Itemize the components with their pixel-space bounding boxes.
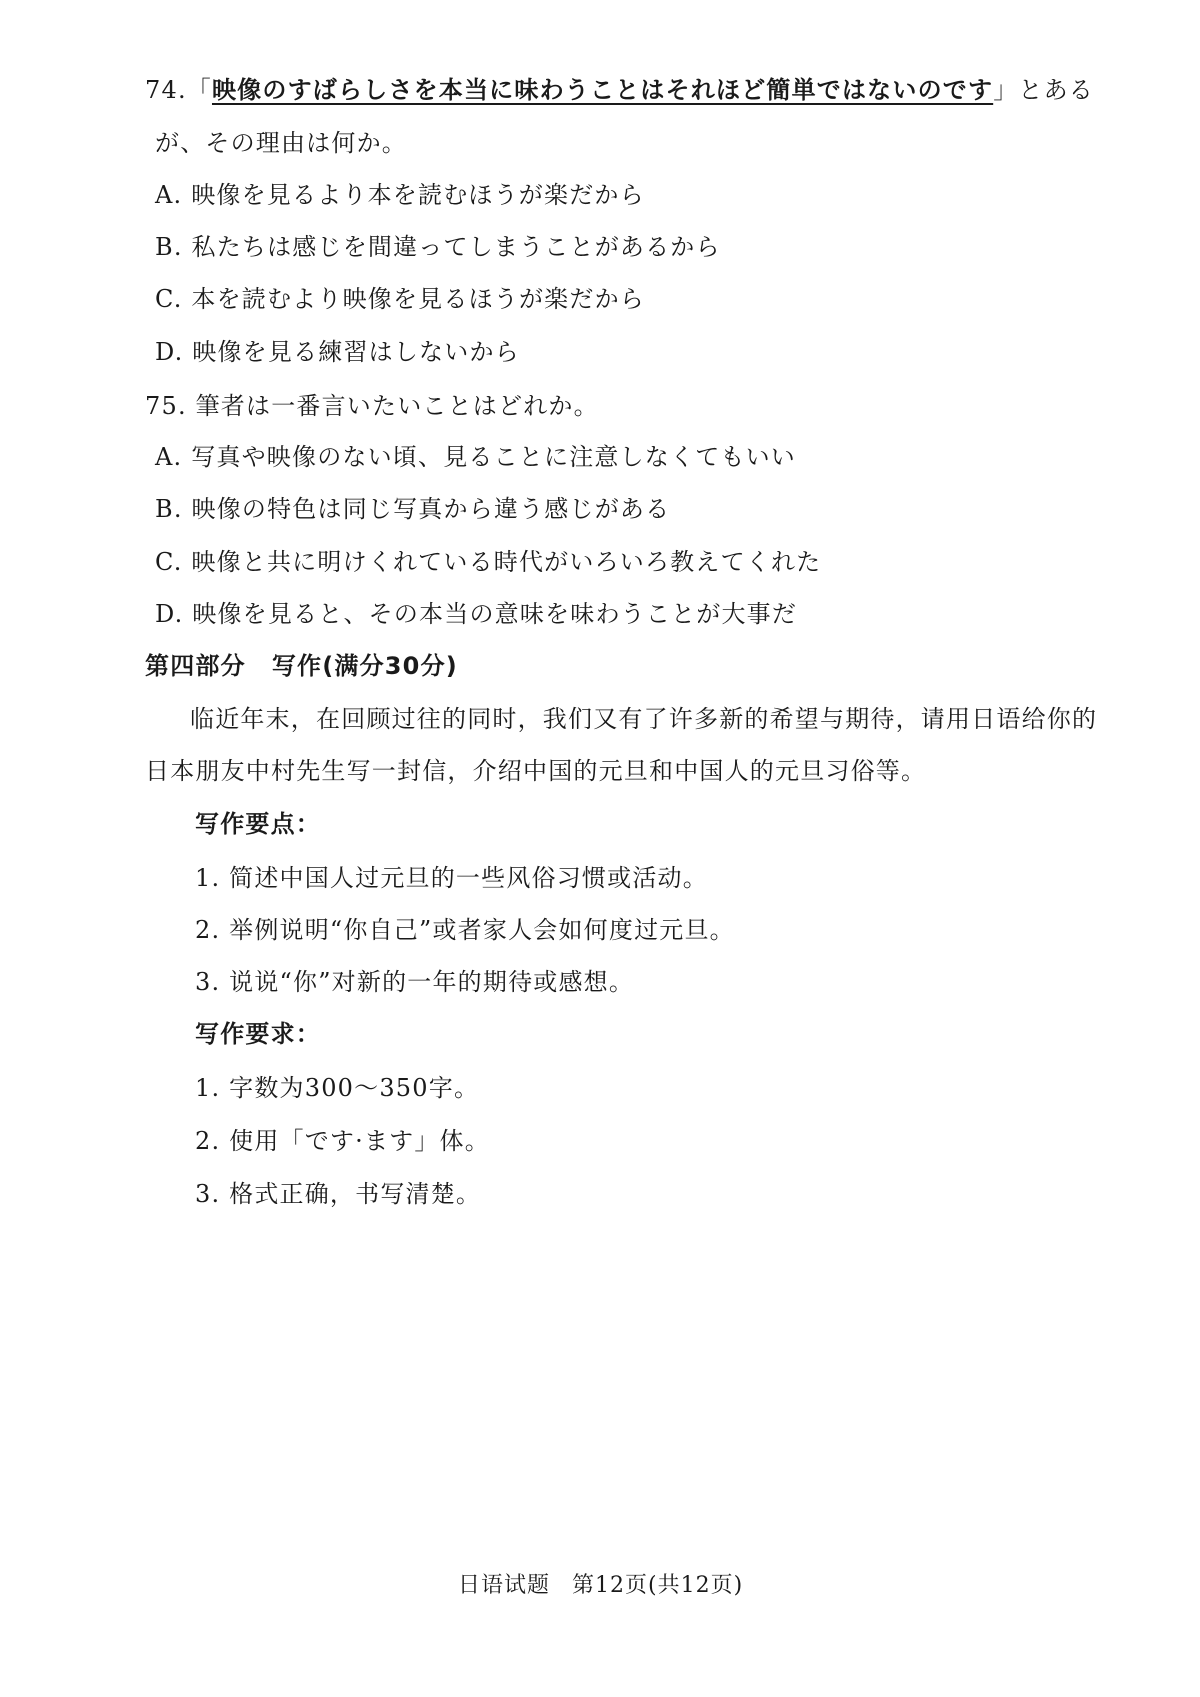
question-74-stem: 74.「映像のすばらしさを本当に味わうことはそれほど簡単ではないのです」とある bbox=[145, 76, 1094, 104]
footer-subject: 日语试题 bbox=[458, 1573, 551, 1598]
writing-requirement-3: 3. 格式正确，书写清楚。 bbox=[195, 1180, 482, 1208]
option-75-c: C. 映像と共に明けくれている時代がいろいろ教えてくれた bbox=[155, 548, 822, 576]
underlined-quote: 映像のすばらしさを本当に味わうことはそれほど簡単ではないのです bbox=[211, 76, 994, 104]
option-75-b: B. 映像の特色は同じ写真から違う感じがある bbox=[155, 495, 671, 523]
option-74-b: B. 私たちは感じを間違ってしまうことがあるから bbox=[155, 233, 721, 261]
writing-requirement-2: 2. 使用「です·ます」体。 bbox=[195, 1127, 490, 1155]
writing-requirements-heading: 写作要求： bbox=[195, 1020, 321, 1048]
writing-point-2: 2. 举例说明“你自己”或者家人会如何度过元旦。 bbox=[195, 916, 735, 944]
option-74-a: A. 映像を見るより本を読むほうが楽だから bbox=[155, 181, 645, 209]
question-75-stem: 75. 筆者は一番言いたいことはどれか。 bbox=[145, 392, 599, 420]
footer-page-number: 第12页(共12页) bbox=[572, 1573, 744, 1598]
option-74-c: C. 本を読むより映像を見るほうが楽だから bbox=[155, 285, 645, 313]
writing-points-heading: 写作要点： bbox=[195, 810, 321, 838]
option-75-d: D. 映像を見ると、その本当の意味を味わうことが大事だ bbox=[155, 600, 798, 628]
option-74-d: D. 映像を見る練習はしないから bbox=[155, 338, 520, 366]
prompt-line-1: 临近年末，在回顾过往的同时，我们又有了许多新的希望与期待，请用日语给你的 bbox=[190, 705, 1098, 733]
option-75-a: A. 写真や映像のない頃、見ることに注意しなくてもいい bbox=[155, 443, 796, 471]
question-74-stem-cont: が、その理由は何か。 bbox=[155, 129, 407, 157]
writing-point-1: 1. 简述中国人过元旦的一些风俗习惯或活动。 bbox=[195, 864, 708, 892]
prompt-line-2: 日本朋友中村先生写一封信，介绍中国的元旦和中国人的元旦习俗等。 bbox=[145, 757, 927, 785]
writing-requirement-1: 1. 字数为300～350字。 bbox=[195, 1074, 480, 1102]
writing-point-3: 3. 说说“你”对新的一年的期待或感想。 bbox=[195, 968, 635, 996]
page-footer bbox=[458, 1568, 743, 1599]
section-heading: 第四部分 写作(满分30分) bbox=[145, 652, 458, 680]
